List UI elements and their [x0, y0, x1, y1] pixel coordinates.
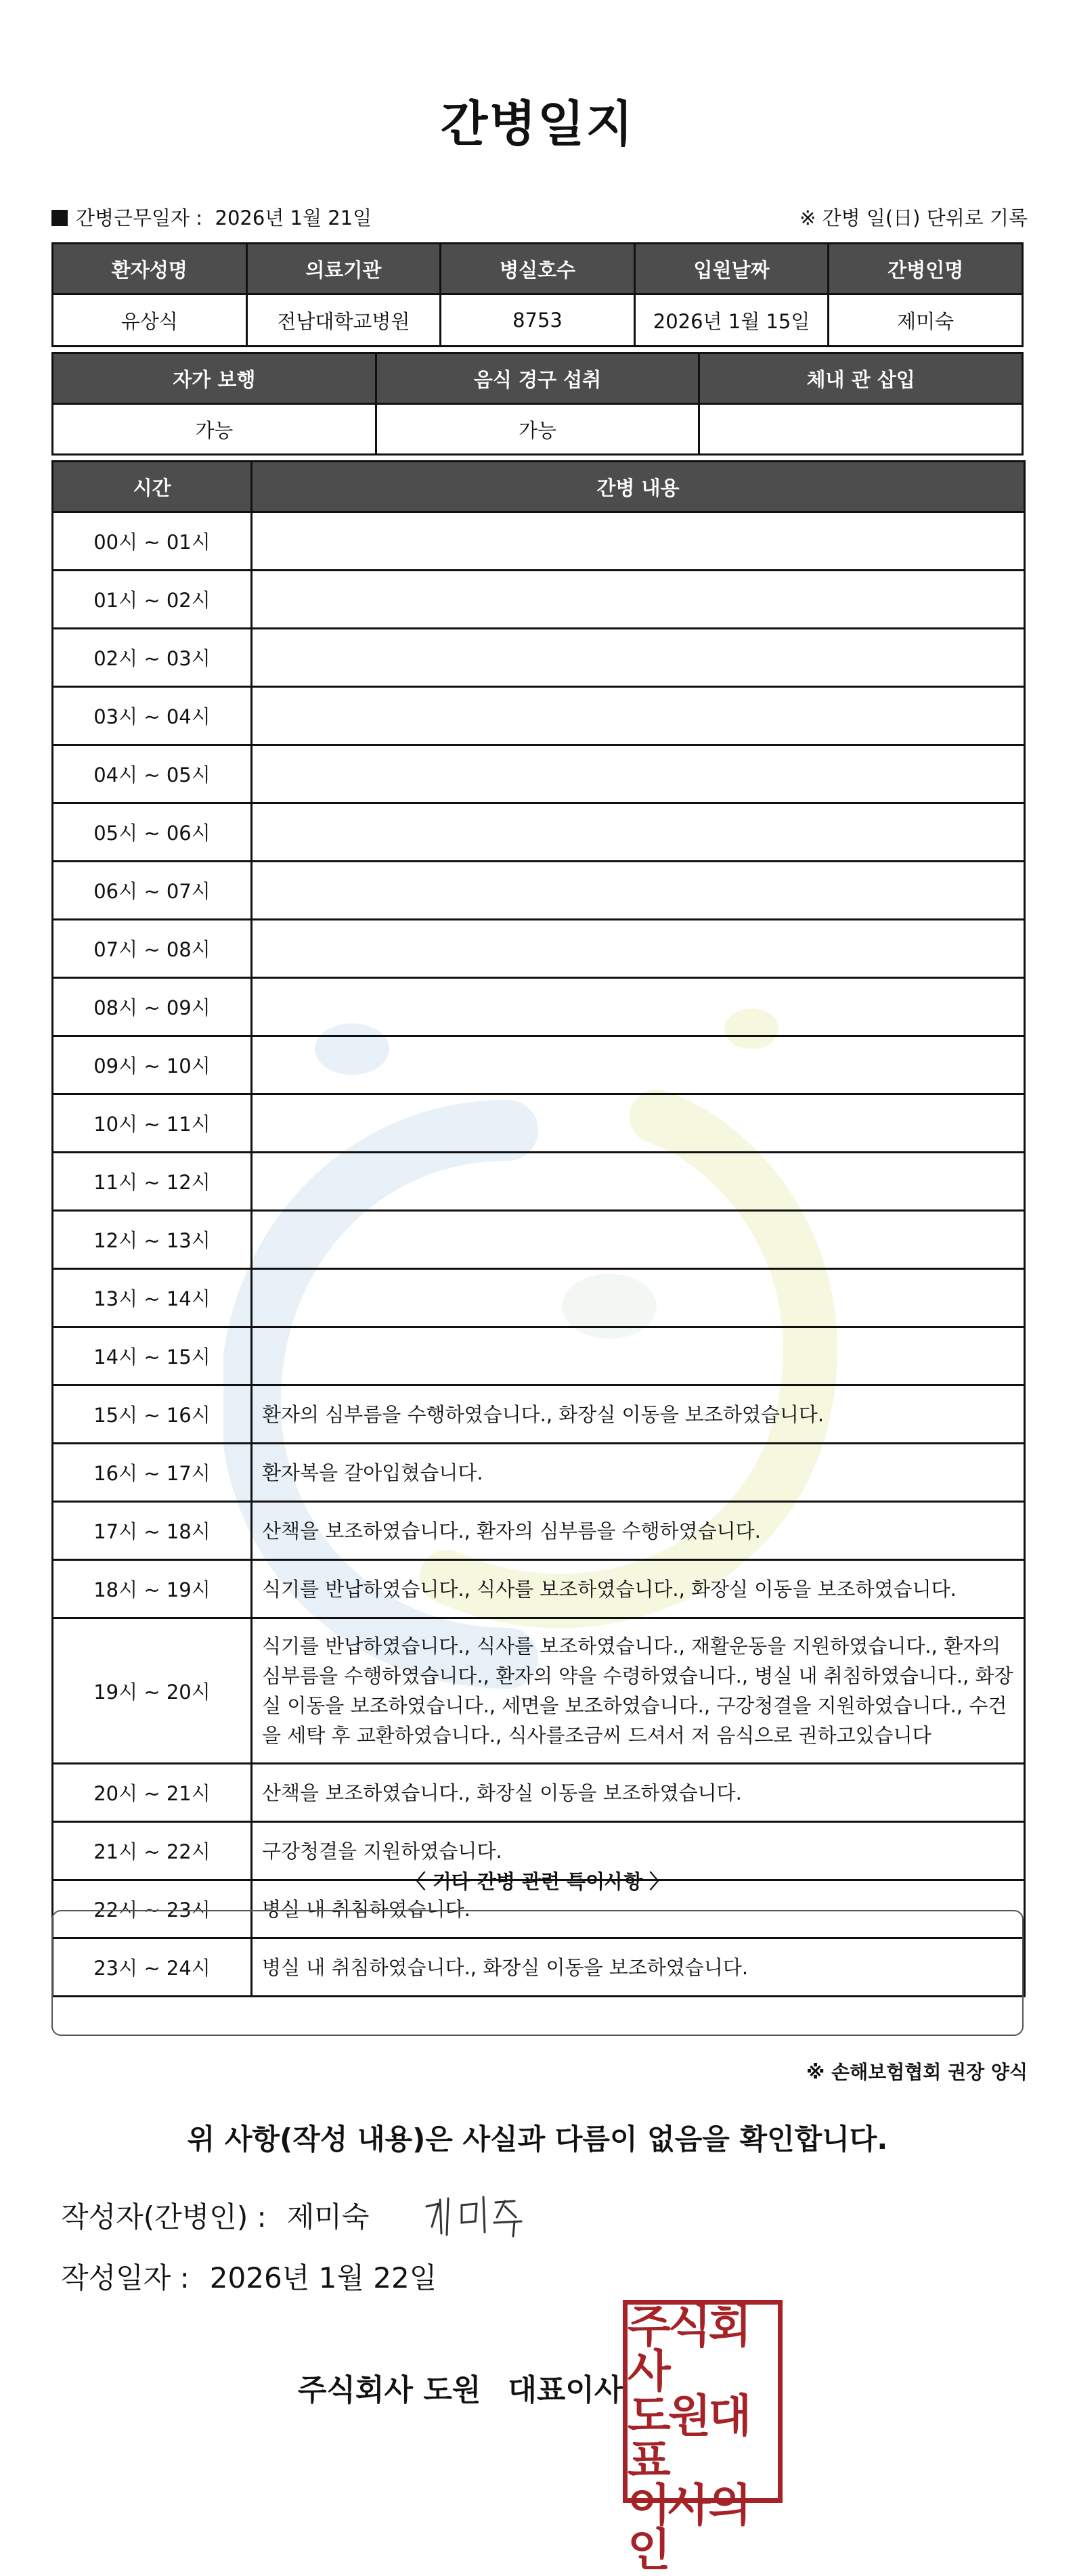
square-bullet-icon	[51, 210, 68, 226]
writer-label: 작성자(간병인) :	[61, 2200, 267, 2234]
time-cell: 10시 ~ 11시	[53, 1094, 252, 1153]
time-cell: 21시 ~ 22시	[53, 1822, 252, 1880]
table-row	[53, 512, 1025, 571]
company-signature	[298, 2366, 623, 2409]
oral-intake-value: 가능	[376, 404, 699, 455]
time-cell: 01시 ~ 02시	[53, 571, 252, 629]
ceo-title: 대표이사	[508, 2373, 623, 2407]
content-cell: 식기를 반납하였습니다., 식사를 보조하였습니다., 화장실 이동을 보조하였습니다.	[252, 1560, 1025, 1618]
content-cell	[252, 629, 1025, 687]
content-cell	[252, 1153, 1025, 1211]
content-cell: 식기를 반납하였습니다., 식사를 보조하였습니다., 재활운동을 지원하였습니다., 환자의 심부름을 수행하였습니다., 환자의 약을 수령하였습니다., 병실 내 취침하였습니다., 화장실 이동을 보조하였습니다., 세면을 보조하였습니다., 구강청결을 지원하였습니다., 수건을 세탁 후 교환하였습니다., 식사를조금씨 드셔서 저 음식으로 권하고있습니다	[252, 1618, 1025, 1764]
header-hospital: 의료기관	[246, 244, 441, 294]
table-row	[53, 1211, 1025, 1269]
table-row	[53, 862, 1025, 920]
content-cell: 산책을 보조하였습니다., 환자의 심부름을 수행하였습니다.	[252, 1502, 1025, 1560]
patient-info-table	[51, 242, 1024, 347]
time-cell: 05시 ~ 06시	[53, 803, 252, 862]
time-cell: 07시 ~ 08시	[53, 920, 252, 978]
time-cell: 22시 ~ 23시	[53, 1880, 252, 1938]
table-row	[53, 803, 1025, 862]
table-row	[53, 1385, 1025, 1444]
form-source-note: ※ 손해보험협회 권장 양식	[806, 2061, 1028, 2083]
patient-name: 유상식	[53, 294, 247, 347]
table-row	[53, 1327, 1025, 1385]
table-row	[53, 1618, 1025, 1764]
hospital-name: 전남대학교병원	[246, 294, 441, 347]
handwritten-signature	[420, 2179, 535, 2240]
table-row	[53, 404, 1023, 455]
content-cell: 산책을 보조하였습니다., 화장실 이동을 보조하였습니다.	[252, 1764, 1025, 1822]
table-row	[53, 1502, 1025, 1560]
writer-line	[61, 2195, 369, 2236]
written-date-label: 작성일자 :	[61, 2261, 190, 2294]
admission-date: 2026년 1월 15일	[634, 294, 829, 347]
tube-insertion-value	[699, 404, 1023, 455]
content-cell: 구강청결을 지원하였습니다.	[252, 1822, 1025, 1880]
header-time: 시간	[53, 462, 252, 512]
content-cell	[252, 1211, 1025, 1269]
content-cell	[252, 571, 1025, 629]
content-cell	[252, 1094, 1025, 1153]
table-row	[53, 1444, 1025, 1502]
header-caregiver-name: 간병인명	[829, 244, 1023, 294]
header-oral-intake: 음식 경구 섭취	[376, 353, 699, 404]
table-row	[53, 978, 1025, 1036]
header-room-number: 병실호수	[441, 244, 635, 294]
content-cell	[252, 1269, 1025, 1327]
room-number: 8753	[441, 294, 635, 347]
table-header-row	[53, 353, 1023, 404]
table-header-row	[53, 244, 1023, 294]
time-cell: 16시 ~ 17시	[53, 1444, 252, 1502]
table-row	[53, 1764, 1025, 1822]
time-cell: 06시 ~ 07시	[53, 862, 252, 920]
work-date-value: 2026년 1월 21일	[215, 206, 372, 229]
record-unit-note: ※ 간병 일(日) 단위로 기록	[799, 206, 1028, 229]
work-date-label: 간병근무일자 :	[76, 206, 203, 229]
written-date-value: 2026년 1월 22일	[209, 2261, 437, 2294]
time-cell: 00시 ~ 01시	[53, 512, 252, 571]
writer-name: 제미숙	[286, 2200, 370, 2234]
time-cell: 08시 ~ 09시	[53, 978, 252, 1036]
table-row	[53, 1269, 1025, 1327]
caregiver-name: 제미숙	[829, 294, 1023, 347]
time-cell: 20시 ~ 21시	[53, 1764, 252, 1822]
self-walking-value: 가능	[53, 404, 376, 455]
patient-status-table	[51, 352, 1024, 456]
company-seal-stamp	[623, 2300, 783, 2576]
content-cell: 환자의 심부름을 수행하였습니다., 화장실 이동을 보조하였습니다.	[252, 1385, 1025, 1444]
table-row	[53, 745, 1025, 803]
header-self-walking: 자가 보행	[53, 353, 376, 404]
special-notes-box	[51, 1910, 1024, 2036]
time-cell: 12시 ~ 13시	[53, 1211, 252, 1269]
table-row	[53, 1036, 1025, 1094]
time-cell: 13시 ~ 14시	[53, 1269, 252, 1327]
work-date	[51, 203, 372, 231]
content-cell	[252, 862, 1025, 920]
content-cell	[252, 687, 1025, 745]
content-cell	[252, 920, 1025, 978]
table-row	[53, 920, 1025, 978]
content-cell	[252, 1036, 1025, 1094]
content-cell: 병실 내 취침하였습니다., 화장실 이동을 보조하였습니다.	[252, 1938, 1025, 1997]
content-cell	[252, 1327, 1025, 1385]
seal-text	[628, 2301, 778, 2576]
seal-line: 도원대표	[628, 2390, 749, 2487]
time-cell: 11시 ~ 12시	[53, 1153, 252, 1211]
seal-line: 주식회사	[628, 2301, 749, 2397]
time-cell: 15시 ~ 16시	[53, 1385, 252, 1444]
header-care-content: 간병 내용	[252, 462, 1025, 512]
table-row	[53, 629, 1025, 687]
time-cell: 03시 ~ 04시	[53, 687, 252, 745]
table-row	[53, 294, 1023, 347]
time-cell: 09시 ~ 10시	[53, 1036, 252, 1094]
time-cell: 02시 ~ 03시	[53, 629, 252, 687]
seal-line: 이사의인	[628, 2479, 749, 2576]
table-header-row	[53, 462, 1025, 512]
header-tube-insertion: 체내 관 삽입	[699, 353, 1023, 404]
table-row	[53, 1153, 1025, 1211]
written-date-line	[61, 2256, 437, 2296]
time-cell: 04시 ~ 05시	[53, 745, 252, 803]
content-cell	[252, 745, 1025, 803]
company-name: 주식회사 도원	[298, 2373, 481, 2407]
time-cell: 23시 ~ 24시	[53, 1938, 252, 1997]
content-cell	[252, 978, 1025, 1036]
content-cell: 병실 내 취침하였습니다.	[252, 1880, 1025, 1938]
content-cell: 환자복을 갈아입혔습니다.	[252, 1444, 1025, 1502]
table-row	[53, 1094, 1025, 1153]
content-cell	[252, 512, 1025, 571]
care-log-table	[51, 460, 1026, 1997]
time-cell: 19시 ~ 20시	[53, 1618, 252, 1764]
time-cell: 17시 ~ 18시	[53, 1502, 252, 1560]
page-title: 간병일지	[440, 95, 635, 152]
time-cell: 14시 ~ 15시	[53, 1327, 252, 1385]
header-admission-date: 입원날짜	[634, 244, 829, 294]
table-row	[53, 1560, 1025, 1618]
content-cell	[252, 803, 1025, 862]
header-patient-name: 환자성명	[53, 244, 247, 294]
time-cell: 18시 ~ 19시	[53, 1560, 252, 1618]
confirmation-statement: 위 사항(작성 내용)은 사실과 다름이 없음을 확인합니다.	[187, 2123, 888, 2156]
table-row	[53, 687, 1025, 745]
table-row	[53, 571, 1025, 629]
special-notes-title: 〈 기타 간병 관련 특이사항 〉	[405, 1870, 670, 1893]
